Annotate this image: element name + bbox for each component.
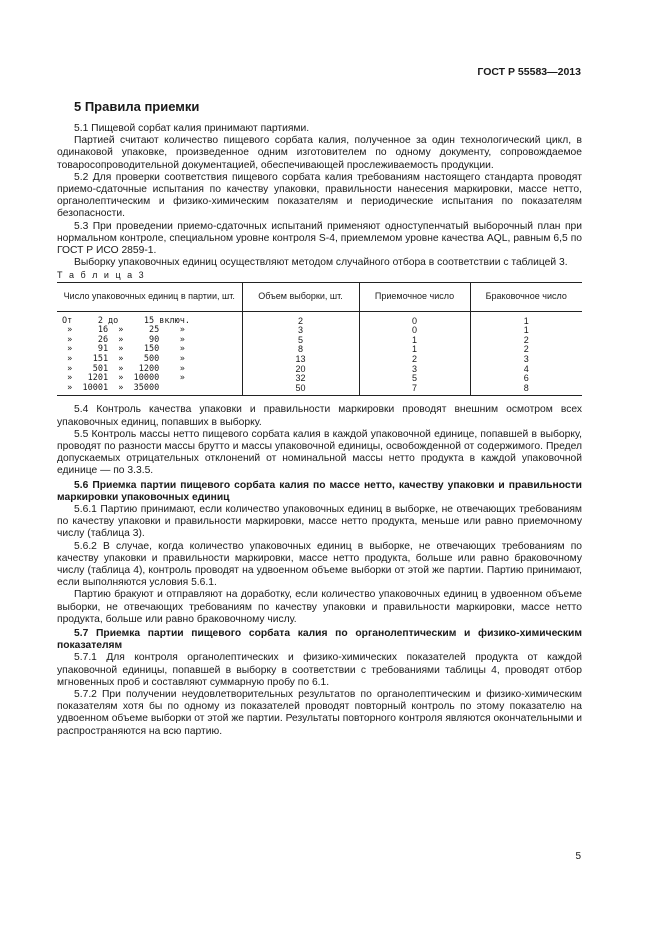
- paragraph: 5.1 Пищевой сорбат калия принимают партиями.: [74, 123, 310, 134]
- table-cell: » 26 » 90 »: [62, 334, 185, 345]
- column-header: Браковочное число: [470, 282, 582, 311]
- subsection-title-5-7: 5.7 Приемка партии пищевого сорбата калия по органолептическим и физико-химическим показателям: [57, 628, 582, 652]
- table-cell: » 16 » 25 »: [62, 325, 185, 336]
- paragraph: 5.6.1 Партию принимают, если количество упаковочных единиц в выборке, не отвечающих требованиям по качеству упаковки и правильности маркировки, массе нетто продукта, меньше или равно приемочному числу (таблица 3).: [57, 504, 582, 540]
- table-cell: 8: [242, 345, 359, 355]
- table-cell: » 10001 » 35000: [57, 384, 242, 396]
- table-cell: 0: [359, 311, 470, 326]
- table-cell: 1: [359, 345, 470, 355]
- standard-number: ГОСТ Р 55583—2013: [477, 66, 581, 78]
- table-cell: 7: [359, 384, 470, 396]
- paragraph: Партию бракуют и отправляют на доработку, если количество упаковочных единиц в удвоенном объеме выборки, не отвечающих требованиям по качеству упаковки и правильности маркировки, массе нетто продукта, больше или равно браковочному числу.: [57, 589, 582, 625]
- table-cell: 0: [359, 326, 470, 336]
- table-cell: 5: [359, 374, 470, 384]
- page-number: 5: [575, 851, 581, 862]
- paragraph: Партией считают количество пищевого сорбата калия, полученное за один технологический цикл, в одинаковой упаковке, произведенное одним изготовителем по одному документу, сопровождаемое товаросопроводительной документацией, обеспечивающей прослеживаемость продукции.: [57, 135, 582, 171]
- paragraph: 5.7.1 Для контроля органолептических и физико-химических показателей продукта от каждой упаковочной единицы, попавшей в выборку в соответствии с требованиями таблицы 4, проводят отбор мгновенных проб и составляют суммарную пробу по 6.1.: [57, 652, 582, 688]
- column-header: Число упаковочных единиц в партии, шт.: [57, 282, 242, 311]
- column-header: Приемочное число: [359, 282, 470, 311]
- subsection-title-5-6: 5.6 Приемка партии пищевого сорбата калия по массе нетто, качеству упаковки и правильности маркировки упаковочных единиц: [57, 479, 582, 503]
- section-title: 5 Правила приемки: [74, 99, 200, 114]
- table-cell: 4: [470, 365, 582, 375]
- table-header-row: [57, 282, 582, 311]
- table-cell: » 1201 » 10000 »: [62, 373, 185, 384]
- table-row: [57, 384, 582, 396]
- table-cell: » 151 » 500 »: [62, 354, 185, 365]
- table-cell: 1: [359, 336, 470, 346]
- paragraph: 5.3 При проведении приемо-сдаточных испытаний применяют одноступенчатый выборочный план при нормальном контроле, специальном уровне контроля S-4, приемлемом уровне качества AQL, равным 6,5 по ГОСТ Р ИСО 2859-1.: [57, 220, 582, 257]
- sampling-table: [57, 282, 582, 397]
- table-cell: 3: [470, 355, 582, 365]
- table-cell: 50: [242, 384, 359, 396]
- table-cell: » 501 » 1200 »: [62, 363, 185, 374]
- table-cell: » 91 » 150 »: [62, 344, 185, 355]
- table-caption: Т а б л и ц а 3: [57, 270, 146, 281]
- table-body: [57, 311, 582, 396]
- table-cell: 5: [242, 336, 359, 346]
- table-cell: 6: [470, 374, 582, 384]
- table-cell: От 2 до 15 включ.: [62, 315, 190, 326]
- table-cell: 20: [242, 365, 359, 375]
- table-cell: 1: [470, 326, 582, 336]
- table-cell: 3: [359, 365, 470, 375]
- table-row: [57, 311, 582, 326]
- table-cell: 1: [470, 311, 582, 326]
- paragraph: 5.5 Контроль массы нетто пищевого сорбата калия в каждой упаковочной единице, попавшей в выборку, проводят по разности массы брутто и массы упаковочной единицы, освобожденной от содержимого. Предел допускаемых отрицательных отклонений от номинальной массы нетто продукта в каждой упаковочной единице — по 3.3.5.: [57, 428, 582, 477]
- table-cell: 13: [242, 355, 359, 365]
- paragraph: 5.7.2 При получении неудовлетворительных результатов по органолептическим и физико-химическим показателям хотя бы по одному из показателей проводят повторный контроль по этому показателю на удвоенном объеме выборки от этой же партии. Результаты повторного контроля являются окончательными и распространяются на всю партию.: [57, 689, 582, 737]
- table-cell: 3: [242, 326, 359, 336]
- table-cell: 2: [470, 336, 582, 346]
- paragraph: 5.6.2 В случае, когда количество упаковочных единиц в выборке, не отвечающих требованиям по качеству упаковки и правильности маркировки, массе нетто продукта, больше или равно браковочному числу (таблица 4), контроль проводят на удвоенном объеме выборки от этой же партии. Партию принимают, если выполняются условия 5.6.1.: [57, 540, 582, 589]
- document-body: [57, 123, 582, 738]
- table-cell: 2: [470, 345, 582, 355]
- table-cell: 2: [359, 355, 470, 365]
- table-cell: 32: [242, 374, 359, 384]
- column-header: Объем выборки, шт.: [242, 282, 359, 311]
- paragraph: Выборку упаковочных единиц осуществляют методом случайного отбора в соответствии с таблицей 3.: [74, 257, 568, 269]
- paragraph: 5.4 Контроль качества упаковки и правильности маркировки проводят внешним осмотром всех упаковочных единиц, попавших в выборку.: [57, 404, 582, 428]
- table-cell: 2: [242, 311, 359, 326]
- table-cell: 8: [470, 384, 582, 396]
- paragraph: 5.2 Для проверки соответствия пищевого сорбата калия требованиям настоящего стандарта проводят приемо-сдаточные испытания по качеству упаковки, правильности нанесения маркировки, массе нетто, органолептическим и физико-химическим показателям и периодические испытания по показателям безопасности.: [57, 171, 582, 220]
